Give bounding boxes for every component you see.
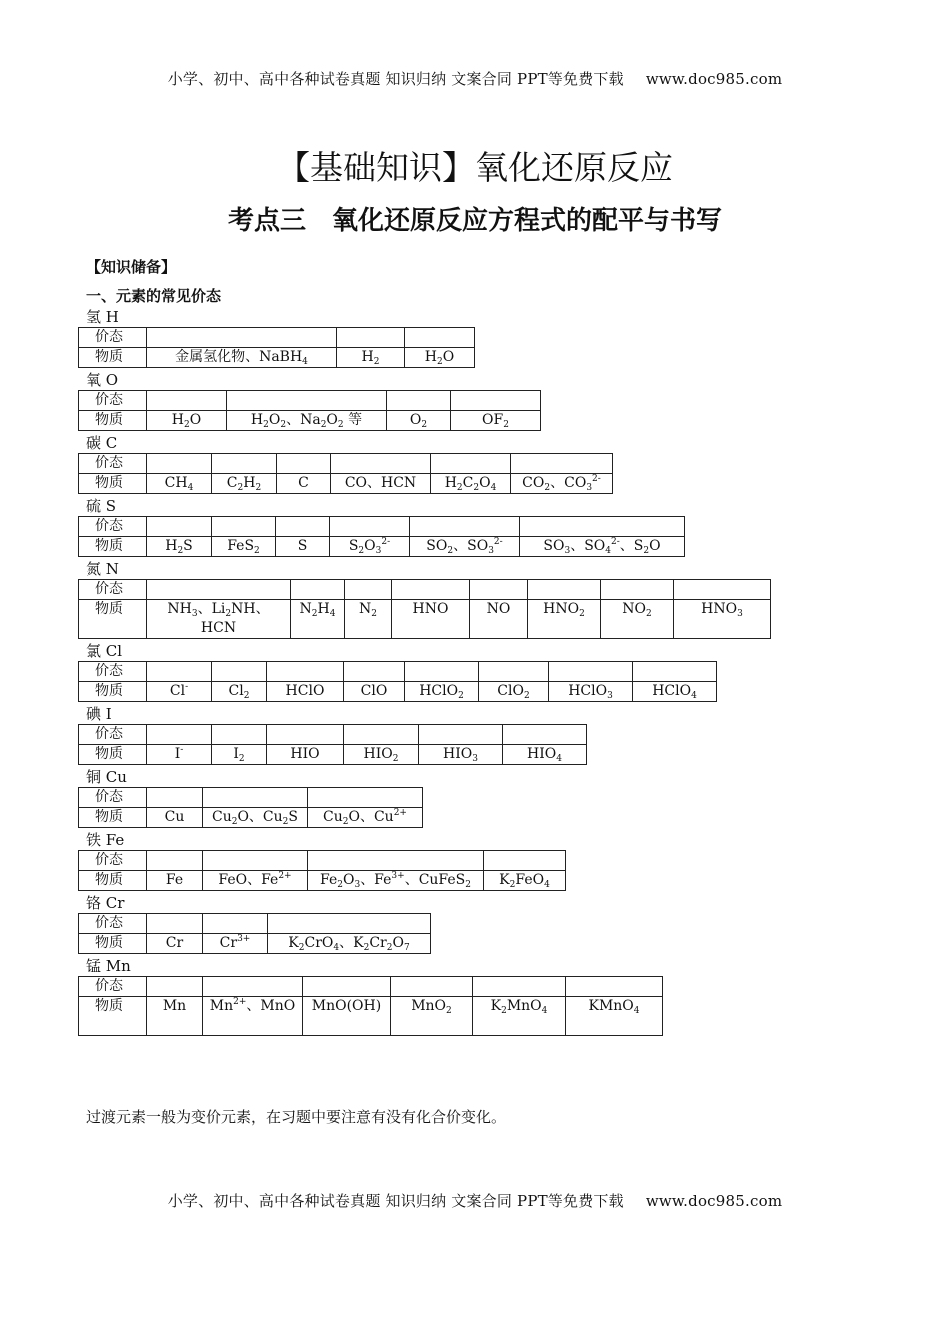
element-block [78,433,798,494]
valence-row [79,580,771,600]
valence-cell [267,725,344,745]
valence-cell [405,328,475,348]
substance-cell: Mn [147,997,203,1036]
element-block [78,767,798,828]
valence-cell [268,914,431,934]
substance-cell: HNO [392,600,470,639]
valence-row [79,788,423,808]
element-block [78,956,798,1036]
substance-cell: NO [470,600,528,639]
substance-row [79,348,475,368]
valence-row [79,517,685,537]
valence-row-label: 价态 [79,580,147,600]
substance-cell: KMnO$_4$ [566,997,663,1036]
substance-row [79,474,613,494]
section-knowledge-reserve: 【知识储备】 [86,258,177,276]
valence-cell [203,851,308,871]
substance-row [79,537,685,557]
valence-row [79,328,475,348]
substance-cell: $OF_2$ [451,411,541,431]
valence-cell [212,517,276,537]
valence-row [79,914,431,934]
element-block [78,641,798,702]
note-text: 过渡元素一般为变价元素，在习题中要注意有没有化合价变化。 [86,1108,507,1126]
valence-table [78,787,423,828]
valence-table [78,976,663,1036]
substance-row-label: 物质 [79,682,147,702]
substance-row [79,600,771,639]
valence-cell [147,851,203,871]
page-subtitle: 考点三 氧化还原反应方程式的配平与书写 [227,206,722,236]
valence-row-label: 价态 [79,851,147,871]
substance-cell: $Cu_2O$、$Cu^{2+}$ [308,808,423,828]
substance-cell: Cu [147,808,203,828]
substance-cell: HClO$_2$ [405,682,479,702]
valence-cell [410,517,520,537]
element-label: 氧 O [86,371,119,389]
substance-cell: $I_2$ [212,745,267,765]
substance-cell: $K_2CrO_4$、$K_2Cr_2O_7$ [268,934,431,954]
valence-row [79,391,541,411]
substance-cell: ClO [344,682,405,702]
element-block [78,496,798,557]
valence-table [78,390,541,431]
substance-cell: $Cl_2$ [212,682,267,702]
substance-cell: 金属氢化物、NaBH$_4$ [147,348,337,368]
valence-table [78,453,613,494]
substance-cell: $H_2S$ [147,537,212,557]
valence-table [78,850,566,891]
valence-row [79,454,613,474]
substance-row-label: 物质 [79,934,147,954]
substance-cell: $HNO_2$ [528,600,601,639]
substance-row-label: 物质 [79,745,147,765]
substance-cell: $SO_3$、$SO_4^{2-}$、$S_2O$ [520,537,685,557]
substance-cell: $NH_3$、$Li_2NH$、HCN [147,600,291,639]
substance-row [79,682,717,702]
substance-cell: $HIO_4$ [503,745,587,765]
valence-cell [277,454,331,474]
substance-cell: MnO$_2$ [391,997,473,1036]
section-common-valence: 一、元素的常见价态 [86,287,222,305]
substance-cell: $K_2FeO_4$ [484,871,566,891]
valence-cell [147,914,203,934]
valence-cell [276,517,330,537]
valence-cell [392,580,470,600]
valence-cell [147,977,203,997]
valence-cell [473,977,566,997]
valence-row [79,851,566,871]
element-label: 碳 C [86,434,118,452]
substance-cell: C [277,474,331,494]
page-footer [0,1190,950,1211]
substance-cell: $Cu_2O$、$Cu_2S$ [203,808,308,828]
page-header [0,68,950,89]
element-block [78,370,798,431]
substance-row-label: 物质 [79,474,147,494]
valence-cell [520,517,685,537]
valence-cell [308,851,484,871]
valence-row-label: 价态 [79,977,147,997]
substance-cell: I- [147,745,212,765]
valence-cell [203,977,303,997]
valence-cell [212,662,267,682]
valence-cell [344,725,419,745]
valence-cell [405,662,479,682]
valence-cell [147,517,212,537]
substance-row-label: 物质 [79,997,147,1036]
substance-cell: $Fe_2O_3$、$Fe^{3+}$、CuFeS$_2$ [308,871,484,891]
element-label: 氯 Cl [86,642,123,660]
valence-cell [391,977,473,997]
substance-cell: $S_2O_3^{2-}$ [330,537,410,557]
valence-cell [331,454,431,474]
valence-cell [451,391,541,411]
valence-table [78,327,475,368]
valence-cell [147,454,212,474]
valence-cell [147,788,203,808]
valence-cell [203,788,308,808]
element-label: 硫 S [86,497,117,515]
substance-row-label: 物质 [79,348,147,368]
substance-cell: HClO [267,682,344,702]
valence-cell [503,725,587,745]
substance-cell: HClO$_3$ [549,682,633,702]
valence-row [79,662,717,682]
valence-cell [484,851,566,871]
substance-cell: $H_2O$ [405,348,475,368]
substance-row [79,808,423,828]
substance-cell: $C_2H_2$ [212,474,277,494]
valence-cell [431,454,511,474]
substance-cell: $H_2O_2$、$Na_2O_2$ 等 [227,411,387,431]
valence-cell [147,725,212,745]
substance-cell: $HNO_3$ [674,600,771,639]
element-label: 碘 I [86,705,112,723]
valence-cell [291,580,345,600]
element-block [78,893,798,954]
valence-table [78,724,587,765]
substance-cell: MnO(OH) [303,997,391,1036]
valence-cell [147,580,291,600]
valence-cell [267,662,344,682]
valence-cell [511,454,613,474]
substance-cell: S [276,537,330,557]
substance-cell: $N_2$ [345,600,392,639]
substance-row-label: 物质 [79,411,147,431]
valence-row-label: 价态 [79,391,147,411]
valence-cell [212,454,277,474]
element-block [78,307,798,368]
substance-cell: $H_2C_2O_4$ [431,474,511,494]
valence-row-label: 价态 [79,788,147,808]
element-block [78,830,798,891]
valence-cell [566,977,663,997]
valence-tables [78,307,798,1038]
valence-cell [345,580,392,600]
substance-cell: $N_2H_4$ [291,600,345,639]
valence-cell [674,580,771,600]
page-title: 【基础知识】氧化还原反应 [277,148,673,187]
substance-row [79,745,587,765]
valence-cell [387,391,451,411]
valence-row [79,725,587,745]
valence-cell [419,725,503,745]
substance-cell: Fe [147,871,203,891]
element-label: 铜 Cu [86,768,127,786]
substance-row-label: 物质 [79,871,147,891]
footer-text: 小学、初中、高中各种试卷真题 知识归纳 文案合同 PPT等免费下载 [167,1192,624,1210]
footer-url[interactable]: www.doc985.com [645,1192,783,1210]
substance-row [79,934,431,954]
substance-cell: $HIO_2$ [344,745,419,765]
substance-row [79,411,541,431]
valence-cell [601,580,674,600]
substance-cell: $NO_2$ [601,600,674,639]
substance-cell: Cr [147,934,203,954]
valence-table [78,661,717,702]
substance-cell: HIO [267,745,344,765]
valence-cell [227,391,387,411]
substance-cell: $CO_2$、$CO_3^{2-}$ [511,474,613,494]
element-block [78,704,798,765]
substance-cell: $O_2$ [387,411,451,431]
substance-cell: $Cr^{3+}$ [203,934,268,954]
valence-table [78,913,431,954]
substance-cell: CO、HCN [331,474,431,494]
valence-cell [330,517,410,537]
element-block [78,559,798,639]
header-url[interactable]: www.doc985.com [645,70,783,88]
valence-cell [344,662,405,682]
substance-cell: $H_2$ [337,348,405,368]
valence-cell [203,914,268,934]
substance-cell: $K_2MnO_4$ [473,997,566,1036]
substance-cell: ClO$_2$ [479,682,549,702]
valence-row-label: 价态 [79,914,147,934]
valence-cell [308,788,423,808]
valence-row [79,977,663,997]
valence-cell [337,328,405,348]
valence-row-label: 价态 [79,725,147,745]
valence-row-label: 价态 [79,662,147,682]
valence-table [78,579,771,639]
valence-cell [212,725,267,745]
valence-row-label: 价态 [79,517,147,537]
valence-cell [147,391,227,411]
substance-cell: $Mn^{2+}$、MnO [203,997,303,1036]
substance-row [79,997,663,1036]
valence-cell [303,977,391,997]
substance-cell: Cl- [147,682,212,702]
valence-cell [147,662,212,682]
valence-row-label: 价态 [79,454,147,474]
header-text: 小学、初中、高中各种试卷真题 知识归纳 文案合同 PPT等免费下载 [167,70,624,88]
substance-cell: FeO、$Fe^{2+}$ [203,871,308,891]
substance-cell: FeS$_2$ [212,537,276,557]
substance-cell: $HIO_3$ [419,745,503,765]
substance-cell: $SO_2$、$SO_3^{2-}$ [410,537,520,557]
substance-row-label: 物质 [79,808,147,828]
valence-cell [633,662,717,682]
element-label: 锰 Mn [86,957,131,975]
substance-cell: $H_2O$ [147,411,227,431]
element-label: 氢 H [86,308,119,326]
element-label: 氮 N [86,560,119,578]
valence-table [78,516,685,557]
valence-cell [147,328,337,348]
substance-row-label: 物质 [79,600,147,639]
substance-cell: HClO$_4$ [633,682,717,702]
valence-cell [470,580,528,600]
valence-cell [479,662,549,682]
substance-row [79,871,566,891]
valence-cell [549,662,633,682]
element-label: 铁 Fe [86,831,125,849]
substance-row-label: 物质 [79,537,147,557]
element-label: 铬 Cr [86,894,125,912]
valence-cell [528,580,601,600]
substance-cell: $CH_4$ [147,474,212,494]
valence-row-label: 价态 [79,328,147,348]
